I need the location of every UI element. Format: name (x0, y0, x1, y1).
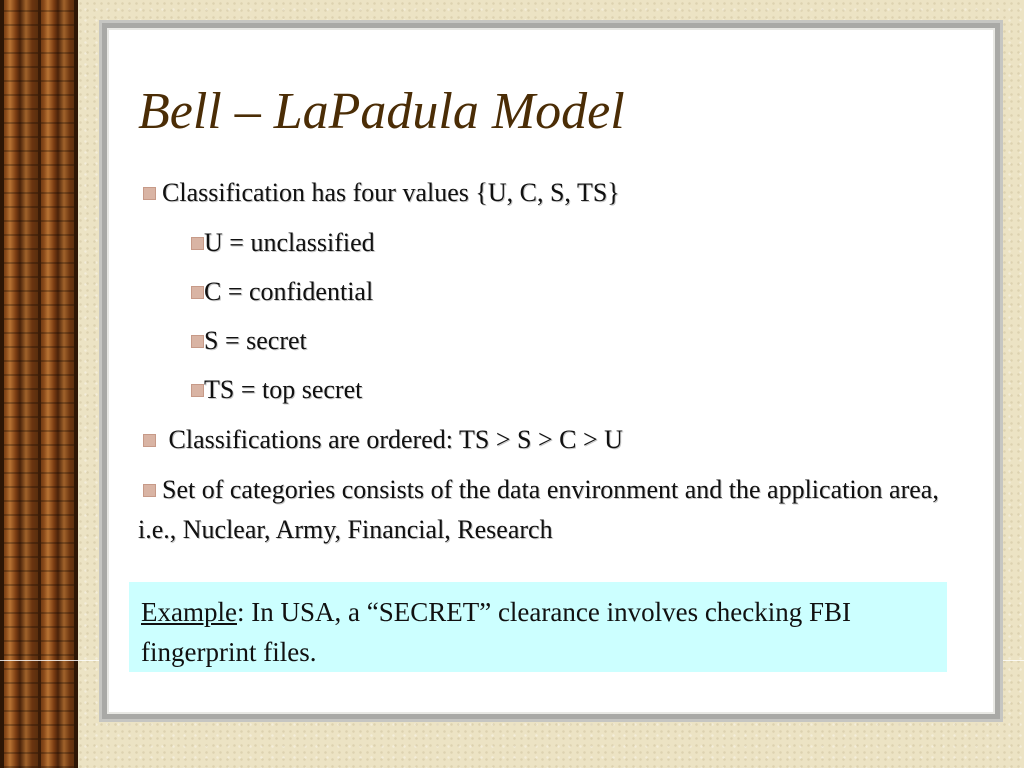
bullet-item (143, 425, 623, 455)
bullet-square-icon (191, 237, 204, 250)
bullet-text: Set of categories consists of the data environment and the application area, i.e., Nuclear, Army, Financial, Research (138, 475, 939, 544)
bullet-text: TS = top secret (204, 375, 363, 404)
bullet-text: Classification has four values {U, C, S, TS} (162, 178, 620, 207)
bullet-square-icon (191, 384, 204, 397)
bullet-text: C = confidential (204, 277, 374, 306)
example-text: : In USA, a “SECRET” clearance involves checking FBI fingerprint files. (141, 597, 852, 667)
bullet-item (138, 470, 948, 550)
sub-bullet-item (191, 277, 373, 307)
bullet-text: S = secret (204, 326, 307, 355)
slide-title: Bell – LaPadula Model (138, 83, 625, 140)
bullet-square-icon (191, 335, 204, 348)
bullet-square-icon (143, 187, 156, 200)
bullet-item (143, 178, 620, 208)
example-callout (129, 582, 947, 672)
example-label: Example (141, 597, 237, 627)
sub-bullet-item (191, 375, 362, 405)
bullet-square-icon (143, 484, 156, 497)
bullet-square-icon (191, 286, 204, 299)
bullet-text: Classifications are ordered: TS > S > C > U (162, 425, 623, 454)
slide-frame (99, 20, 1003, 722)
wood-border-decoration (0, 0, 78, 768)
bullet-square-icon (143, 434, 156, 447)
sub-bullet-item (191, 228, 375, 258)
sub-bullet-item (191, 326, 307, 356)
bullet-text: U = unclassified (204, 228, 375, 257)
slide-content (107, 28, 995, 714)
